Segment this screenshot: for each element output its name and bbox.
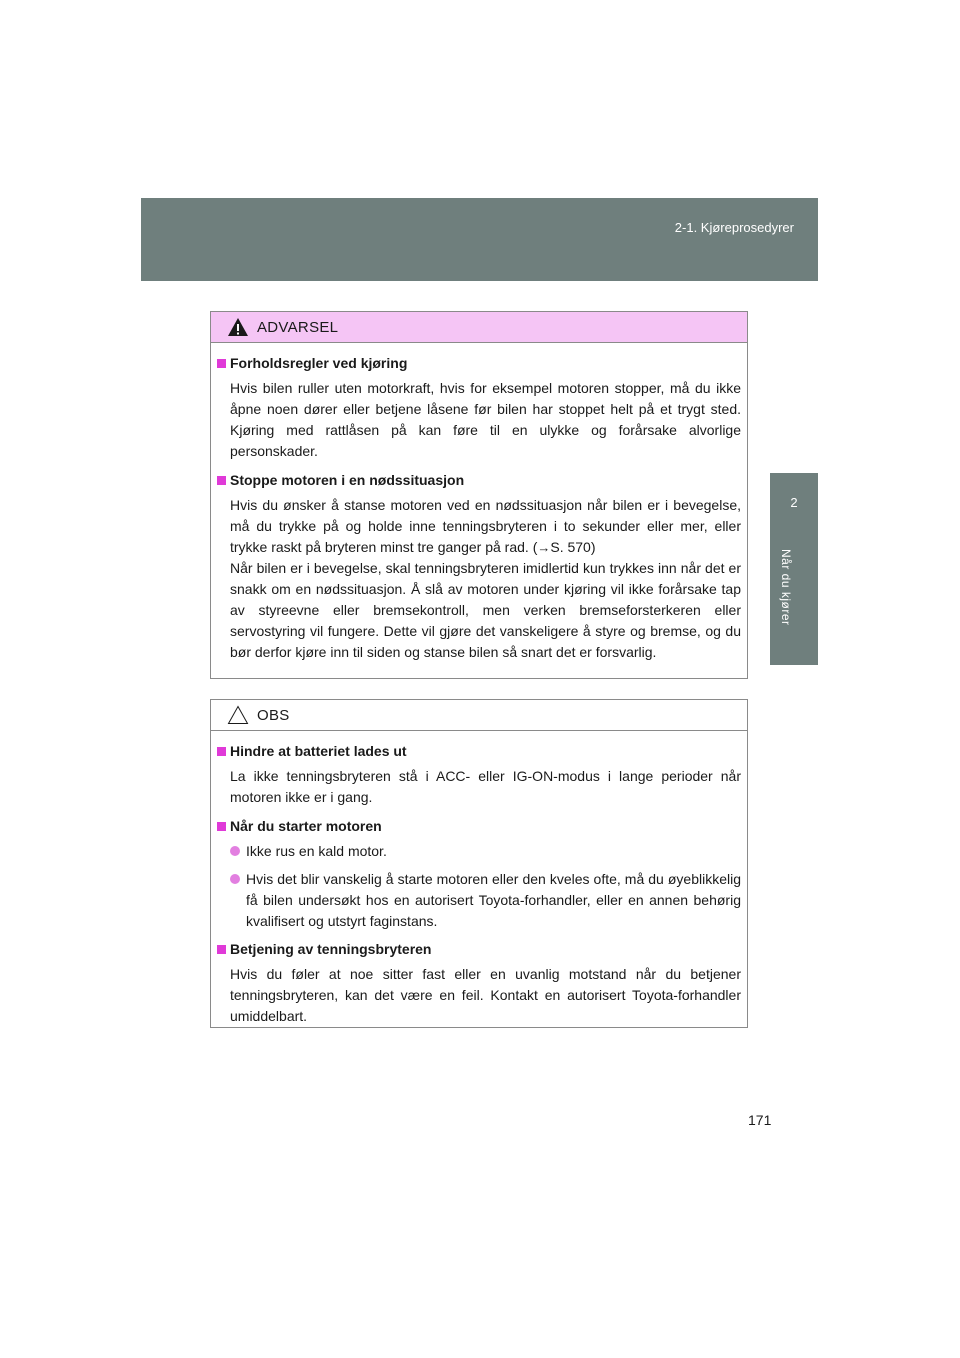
notice-body xyxy=(211,731,747,1027)
square-bullet-icon xyxy=(217,945,226,954)
warning-title: ADVARSEL xyxy=(257,318,339,336)
warning-section-title: Stoppe motoren i en nødssituasjon xyxy=(217,470,741,490)
circle-bullet-icon xyxy=(230,846,240,856)
notice-title: OBS xyxy=(257,706,290,724)
notice-section-title: Betjening av tenningsbryteren xyxy=(217,939,741,959)
section-title: 2-1. Kjøreprosedyrer xyxy=(674,220,794,235)
square-bullet-icon xyxy=(217,822,226,831)
square-bullet-icon xyxy=(217,747,226,756)
chapter-label: Når du kjører xyxy=(779,549,793,626)
square-bullet-icon xyxy=(217,359,226,368)
notice-section-title: Når du starter motoren xyxy=(217,816,741,836)
square-bullet-icon xyxy=(217,476,226,485)
chapter-number: 2 xyxy=(790,495,798,510)
page-number: 171 xyxy=(748,1112,772,1128)
warning-paragraph: Hvis du ønsker å stanse motoren ved en nødssituasjon når bilen er i bevegelse, må du trykke på og holde inne tenningsbryteren i to sekunder eller mer, eller trykke raskt på bryteren minst tre ganger på rad. (→S. 570) xyxy=(230,497,741,555)
warning-paragraph: Hvis bilen ruller uten motorkraft, hvis for eksempel motoren stopper, må du ikke åpne noen dører eller betjene låsene før bilen har stoppet helt på et trygt sted. Kjøring med rattlåsen på kan føre til en ulykke og forårsake alvorlige personskader. xyxy=(230,380,741,459)
header-band xyxy=(141,198,818,281)
page-reference: S. 570) xyxy=(550,539,596,555)
warning-body xyxy=(211,343,747,663)
notice-section-title: Hindre at batteriet lades ut xyxy=(217,741,741,761)
arrow-right-icon: → xyxy=(537,540,551,555)
list-item: Hvis det blir vanskelig å starte motoren eller den kveles ofte, må du øyeblikkelig få bilen undersøkt hos en autorisert Toyota-forhandler, eller en annen behørig kvalifisert og utstyrt faginstans. xyxy=(230,869,741,932)
notice-paragraph: La ikke tenningsbryteren stå i ACC- eller IG-ON-modus i lange perioder når motoren ikke er i gang. xyxy=(230,768,741,805)
notice-header xyxy=(211,700,747,731)
circle-bullet-icon xyxy=(230,874,240,884)
notice-box xyxy=(210,699,748,1028)
warning-paragraph: Når bilen er i bevegelse, skal tenningsbryteren imidlertid kun trykkes inn når det er snakk om en nødssituasjon. Å slå av motoren under kjøring vil ikke forårsake tap av styreevne eller bremsekontroll, men verken bremseforsterkeren eller servostyring vil fungere. Dette vil gjøre det vanskeligere å styre og bremse, og du bør derfor kjøre inn til siden og stanse bilen så snart det er forsvarlig. xyxy=(230,560,741,660)
warning-triangle-icon xyxy=(227,317,249,337)
notice-paragraph: Hvis du føler at noe sitter fast eller en uvanlig motstand når du betjener tenningsbryteren, kan det være en feil. Kontakt en autorisert Toyota-forhandler umiddelbart. xyxy=(230,966,741,1024)
warning-header xyxy=(211,312,747,343)
warning-box xyxy=(210,311,748,679)
list-item: Ikke rus en kald motor. xyxy=(230,841,741,862)
chapter-tab xyxy=(770,473,818,665)
warning-section-title: Forholdsregler ved kjøring xyxy=(217,353,741,373)
caution-triangle-icon xyxy=(227,705,249,725)
